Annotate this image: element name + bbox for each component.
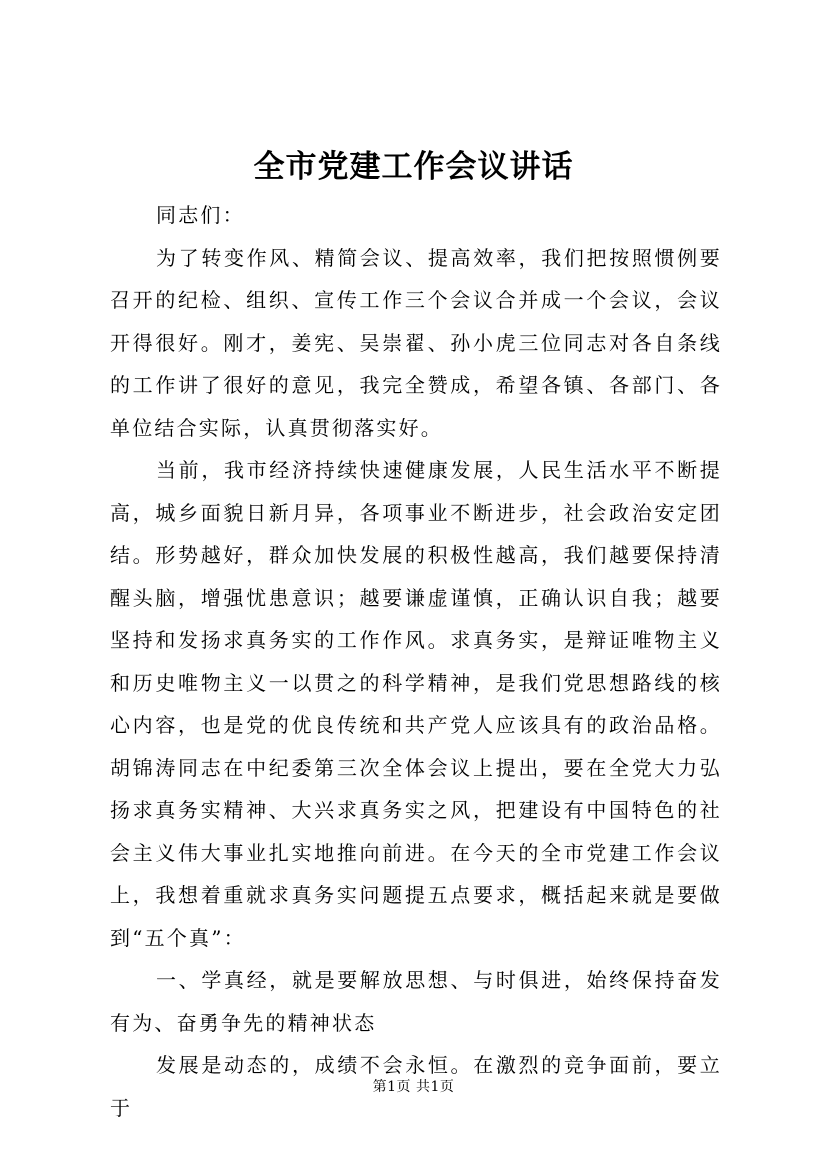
document-title: 全市党建工作会议讲话: [253, 149, 574, 185]
paragraph-3: 发展是动态的，成绩不会永恒。在激烈的竞争面前，要立于: [110, 1053, 722, 1120]
paragraph-2: 当前，我市经济持续快速健康发展，人民生活水平不断提高，城乡面貌日新月异，各项事业不断进步，社会政治安定团结。形势越好，群众加快发展的积极性越高，我们越要保持清醒头脑，增强忧患意识；越要谦虚谨慎，正确认识自我；越要坚持和发扬求真务实的工作作风。求真务实，是辩证唯物主义和历史唯物主义一以贯之的科学精神，是我们党思想路线的核心内容，也是党的优良传统和共产党人应该具有的政治品格。胡锦涛同志在中纪委第三次全体会议上提出，要在全党大力弘扬求真务实精神、大兴求真务实之风，把建设有中国特色的社会主义伟大事业扎实地推向前进。在今天的全市党建工作会议上，我想着重就求真务实问题提五点要求，概括起来就是要做到“五个真”：: [110, 458, 722, 950]
page-footer: 第1页 共1页: [372, 1079, 455, 1095]
salutation: 同志们：: [156, 203, 245, 227]
section-heading-1: 一、学真经，就是要解放思想、与时俱进，始终保持奋发有为、奋勇争先的精神状态: [110, 968, 722, 1035]
paragraph-1: 为了转变作风、精简会议、提高效率，我们把按照惯例要召开的纪检、组织、宣传工作三个会议合并成一个会议，会议开得很好。刚才，姜宪、吴崇翟、孙小虎三位同志对各自条线的工作讲了很好的意见，我完全赞成，希望各镇、各部门、各单位结合实际，认真贯彻落实好。: [110, 245, 722, 440]
document-body: [110, 194, 722, 1129]
